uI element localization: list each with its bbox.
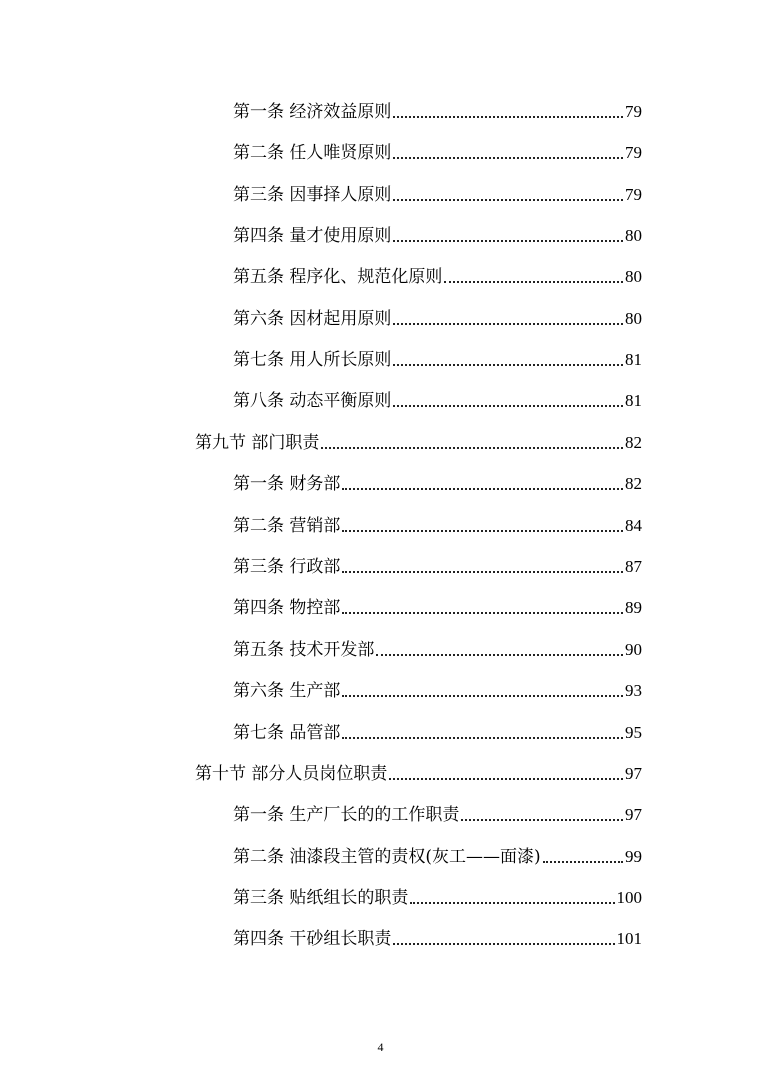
toc-entry[interactable] bbox=[233, 262, 642, 288]
toc-entry-page: 87 bbox=[625, 557, 642, 576]
toc-section-entry[interactable] bbox=[195, 759, 642, 785]
toc-dot-leader bbox=[444, 281, 623, 283]
toc-dot-leader bbox=[389, 778, 623, 780]
toc-entry-title: 第四条 物控部 bbox=[233, 598, 341, 618]
toc-entry[interactable] bbox=[233, 800, 642, 826]
toc-entry[interactable] bbox=[233, 386, 642, 412]
toc-dot-leader bbox=[393, 116, 623, 118]
toc-entry-page: 79 bbox=[625, 102, 642, 121]
toc-entry-title: 第三条 行政部 bbox=[233, 557, 341, 577]
toc-dot-leader bbox=[342, 488, 623, 490]
toc-section-entry[interactable] bbox=[195, 428, 642, 454]
toc-entry-title: 第八条 动态平衡原则 bbox=[233, 391, 392, 411]
toc-entry-page: 90 bbox=[625, 640, 642, 659]
toc-entry-page: 80 bbox=[625, 267, 642, 286]
toc-entry[interactable] bbox=[233, 469, 642, 495]
toc-entry[interactable] bbox=[233, 718, 642, 744]
toc-dot-leader bbox=[342, 737, 623, 739]
toc-dot-leader bbox=[342, 695, 623, 697]
toc-entry-title: 第二条 油漆段主管的责权(灰工——面漆) bbox=[233, 847, 541, 867]
toc-dot-leader bbox=[393, 364, 623, 366]
toc-dot-leader bbox=[342, 612, 623, 614]
toc-entry-page: 100 bbox=[616, 888, 642, 907]
toc-entry[interactable] bbox=[233, 842, 642, 868]
toc-entry-title: 第一条 财务部 bbox=[233, 474, 341, 494]
toc-entry[interactable] bbox=[233, 304, 642, 330]
toc-entry[interactable] bbox=[233, 676, 642, 702]
toc-dot-leader bbox=[393, 943, 614, 945]
toc-entry-title: 第十节 部分人员岗位职责 bbox=[195, 764, 388, 784]
toc-entry[interactable] bbox=[233, 635, 642, 661]
toc-entry[interactable] bbox=[233, 924, 642, 950]
toc-entry-page: 82 bbox=[625, 433, 642, 452]
toc-entry-page: 82 bbox=[625, 474, 642, 493]
toc-entry-title: 第四条 量才使用原则 bbox=[233, 226, 392, 246]
toc-dot-leader bbox=[393, 323, 623, 325]
toc-entry-title: 第三条 因事择人原则 bbox=[233, 185, 392, 205]
toc-entry-title: 第六条 因材起用原则 bbox=[233, 309, 392, 329]
toc-entry-page: 79 bbox=[625, 143, 642, 162]
toc-entry-page: 99 bbox=[625, 847, 642, 866]
toc-entry[interactable] bbox=[233, 593, 642, 619]
toc-entry[interactable] bbox=[233, 221, 642, 247]
toc-entry[interactable] bbox=[233, 180, 642, 206]
toc-entry-page: 95 bbox=[625, 723, 642, 742]
toc-dot-leader bbox=[321, 447, 623, 449]
toc-entry-title: 第一条 生产厂长的的工作职责 bbox=[233, 805, 460, 825]
toc-entry[interactable] bbox=[233, 552, 642, 578]
toc-entry[interactable] bbox=[233, 511, 642, 537]
toc-dot-leader bbox=[393, 157, 623, 159]
toc-dot-leader bbox=[393, 240, 623, 242]
toc-entry-title: 第七条 用人所长原则 bbox=[233, 350, 392, 370]
toc-entry-page: 81 bbox=[625, 391, 642, 410]
toc-dot-leader bbox=[393, 199, 623, 201]
toc-dot-leader bbox=[543, 861, 623, 863]
toc-entry-title: 第二条 任人唯贤原则 bbox=[233, 143, 392, 163]
toc-dot-leader bbox=[410, 902, 614, 904]
toc-entry-page: 97 bbox=[625, 764, 642, 783]
toc-entry-page: 79 bbox=[625, 185, 642, 204]
toc-dot-leader bbox=[342, 530, 623, 532]
toc-entry-page: 80 bbox=[625, 309, 642, 328]
toc-entry-page: 80 bbox=[625, 226, 642, 245]
toc-entry-title: 第六条 生产部 bbox=[233, 681, 341, 701]
toc-entry-title: 第七条 品管部 bbox=[233, 723, 341, 743]
toc-entry-page: 93 bbox=[625, 681, 642, 700]
toc-entry-title: 第二条 营销部 bbox=[233, 516, 341, 536]
toc-entry-page: 101 bbox=[616, 929, 642, 948]
toc-dot-leader bbox=[376, 654, 623, 656]
toc-entry-title: 第一条 经济效益原则 bbox=[233, 102, 392, 122]
toc-entry-title: 第四条 干砂组长职责 bbox=[233, 929, 392, 949]
toc-entry-title: 第五条 技术开发部 bbox=[233, 640, 375, 660]
toc-entry-page: 97 bbox=[625, 805, 642, 824]
toc-dot-leader bbox=[393, 405, 623, 407]
toc-entry-page: 81 bbox=[625, 350, 642, 369]
toc-entry[interactable] bbox=[233, 97, 642, 123]
toc-entry[interactable] bbox=[233, 138, 642, 164]
toc-entry-title: 第三条 贴纸组长的职责 bbox=[233, 888, 409, 908]
toc-entry[interactable] bbox=[233, 345, 642, 371]
toc-entry-title: 第九节 部门职责 bbox=[195, 433, 320, 453]
toc-entry[interactable] bbox=[233, 883, 642, 909]
toc-dot-leader bbox=[342, 571, 623, 573]
toc-dot-leader bbox=[461, 819, 623, 821]
toc-entry-title: 第五条 程序化、规范化原则 bbox=[233, 267, 443, 287]
toc-entry-page: 89 bbox=[625, 598, 642, 617]
toc-entry-page: 84 bbox=[625, 516, 642, 535]
page-number: 4 bbox=[377, 1040, 384, 1054]
